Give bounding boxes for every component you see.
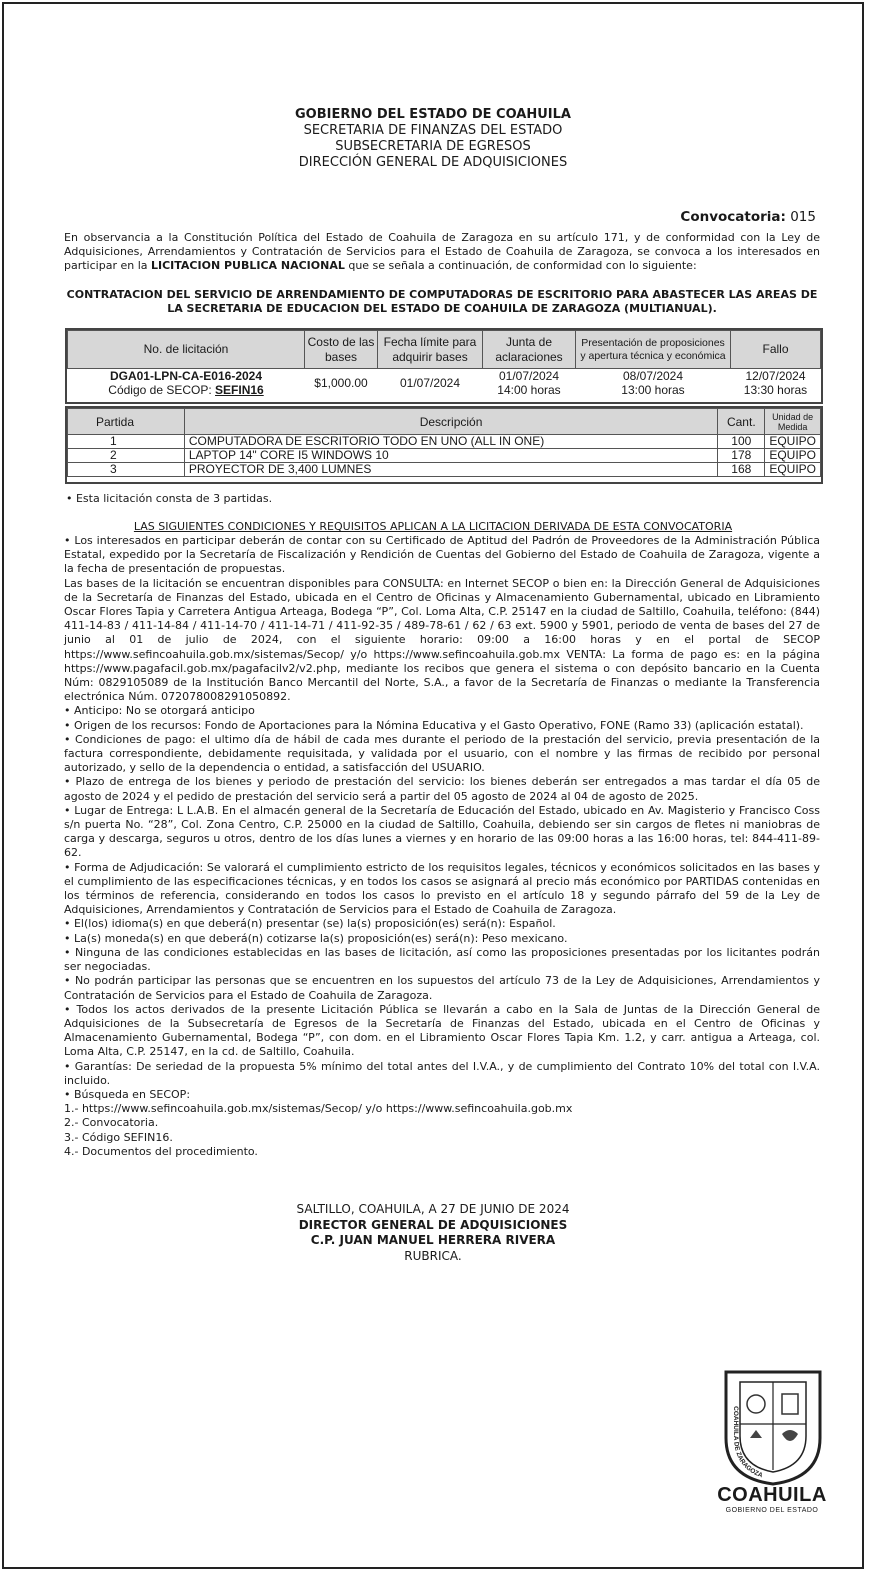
presentacion-date: 08/07/2024 xyxy=(622,369,684,383)
row-partida: 2 xyxy=(68,449,185,463)
signature-block xyxy=(4,1202,862,1264)
paragraph: • Los interesados en participar deberán de contar con su Certificado de Aptitud del Padrón de Proveedores de la Administración Pública Estatal, expedido por la Secretaría de Fiscalización y Rendición de Cuentas del Gobierno del Estado de Coahuila de Zaragoza, vigente a la fecha de presentación de propuestas. xyxy=(64,534,820,576)
secop-code-line xyxy=(68,383,305,397)
paragraph: 3.- Código SEFIN16. xyxy=(64,1130,173,1144)
tender-number: DGA01-LPN-CA-E016-2024 xyxy=(109,369,263,383)
th-cant: Cant. xyxy=(718,409,765,435)
row-cant: 168 xyxy=(718,463,765,477)
row-unidad: EQUIPO xyxy=(765,463,821,477)
row-descripcion: COMPUTADORA DE ESCRITORIO TODO EN UNO (ALL IN ONE) xyxy=(184,435,718,449)
header-subsecretaria: SUBSECRETARIA DE EGRESOS xyxy=(335,139,531,154)
header-government: GOBIERNO DEL ESTADO DE COAHUILA xyxy=(295,107,571,122)
row-cant: 178 xyxy=(718,449,765,463)
convocatoria-number xyxy=(680,209,816,225)
th-fallo: Fallo xyxy=(731,331,821,369)
logo-name: COAHUILA xyxy=(717,1484,827,1506)
row-descripcion: LAPTOP 14" CORE I5 WINDOWS 10 xyxy=(184,449,718,463)
paragraph: 1.- https://www.sefincoahuila.gob.mx/sistemas/Secop/ y/o https://www.sefincoahuila.gob.mx xyxy=(64,1102,573,1116)
convocatoria-label: Convocatoria: xyxy=(680,209,786,225)
paragraph: Las bases de la licitación se encuentran disponibles para CONSULTA: en Internet SECOP o bien en: la Dirección General de Adquisiciones de la Secretaría de Finanzas del Estado, ubicada en el Centro de Oficinas y Almacenamiento Gubernamental, ubicado en Libramiento Oscar Flores Tapia y Carretera Antigua Arteaga, Bodega “P”, Col. Loma Alta, C.P. 25147 en la ciudad de Saltillo, Coahuila, teléfono: (844) 411-14-83 / 411-14-84 / 411-14-70 / 411-14-71 / 411-92-35 / 489-78-61 / 62 / 63 ext. 5900 y 5901, periodo de venta de bases del 27 de junio al 01 de julio de 2024, con el siguiente horario: 09:00 a 16:00 horas y en el portal de SECOP https://www.sefincoahuila.gob.mx/sistemas/Secop/ y/o https://www.sefincoahuila.gob.mx VENTA: La forma de pago es: en la página https://www.pagafacil.gob.mx/pagafacilv2/v2.php, mediante los recibos que genera el sistema o con depósito bancario en la Cuenta Núm: 0829105089 de la Institución Banco Mercantil del Norte, S.A., a favor de la Secretaría de Finanzas o mediante la Transferencia electrónica Núm. 072078008291050892. xyxy=(64,576,820,704)
row-partida: 3 xyxy=(68,463,185,477)
junta-time: 14:00 horas xyxy=(497,383,561,397)
tender-deadline: 01/07/2024 xyxy=(399,376,461,390)
coahuila-coat-of-arms-icon xyxy=(720,1366,826,1486)
paragraph: • La(s) moneda(s) en que deberá(n) cotizarse la(s) proposición(es) será(n): Peso mexicano. xyxy=(64,931,568,945)
logo-subtitle: GOBIERNO DEL ESTADO xyxy=(725,1507,819,1514)
conditions-body xyxy=(64,534,820,1159)
th-presentacion: Presentación de proposiciones y apertura técnica y económica xyxy=(576,331,731,369)
secop-label: Código de SECOP: xyxy=(108,383,216,397)
logo-text xyxy=(706,1484,838,1514)
paragraph: 4.- Documentos del procedimiento. xyxy=(64,1144,258,1158)
row-descripcion: PROYECTOR DE 3,400 LUMNES xyxy=(184,463,718,477)
row-unidad: EQUIPO xyxy=(765,449,821,463)
paragraph: • Ninguna de las condiciones establecidas en las bases de licitación, así como las proposiciones presentadas por los licitantes podrán ser negociadas. xyxy=(64,945,820,974)
th-numero: No. de licitación xyxy=(68,331,305,369)
tender-table xyxy=(67,330,821,397)
th-costo: Costo de las bases xyxy=(305,331,378,369)
fallo-date: 12/07/2024 xyxy=(745,369,806,383)
paragraph: • Lugar de Entrega: L L.A.B. En el almacén general de la Secretaría de Educación del Estado, ubicado en Av. Magisterio y Francisco Coss s/n puerta No. “28”, Col. Zona Centro, C.P. 25000 en la ciudad de Saltillo, Coahuila, debiendo ser sin cargos de fletes ni maniobras de carga y descarga, seguros u otros, dentro de los días lunes a viernes y en horario de las 09:00 horas a las 16:00 horas, tel: 844-411-89-62. xyxy=(64,803,820,860)
signatory-title: DIRECTOR GENERAL DE ADQUISICIONES xyxy=(298,1217,568,1232)
place-date: SALTILLO, COAHUILA, A 27 DE JUNIO DE 2024 xyxy=(296,1202,570,1216)
document-page xyxy=(2,2,864,1569)
row-unidad: EQUIPO xyxy=(765,435,821,449)
paragraph: • Búsqueda en SECOP: xyxy=(64,1087,191,1101)
paragraph: • Garantías: De seriedad de la propuesta 5% mínimo del total antes del I.V.A., y de cumplimiento del Contrato 10% del total con I.V.A. incluido. xyxy=(64,1059,820,1087)
fallo-time: 13:30 horas xyxy=(743,383,808,397)
presentacion-time: 13:00 horas xyxy=(621,383,685,397)
th-fecha: Fecha límite para adquirir bases xyxy=(378,331,483,369)
th-unidad: Unidad de Medida xyxy=(765,409,821,435)
tender-subject: CONTRATACION DEL SERVICIO DE ARRENDAMIENTO DE COMPUTADORAS DE ESCRITORIO PARA ABASTECER LAS AREAS DE LA SECRETARIA DE EDUCACION DEL ESTADO DE COAHUILA DE ZARAGOZA (MULTIANUAL). xyxy=(66,288,818,315)
row-cant: 100 xyxy=(718,435,765,449)
intro-paragraph xyxy=(64,231,820,274)
secop-code: SEFIN16 xyxy=(215,383,264,397)
junta-date: 01/07/2024 xyxy=(498,369,560,383)
tender-cost: $1,000.00 xyxy=(314,376,368,390)
table-row xyxy=(68,463,821,477)
paragraph: 2.- Convocatoria. xyxy=(64,1116,159,1130)
header-secretaria: SECRETARIA DE FINANZAS DEL ESTADO xyxy=(303,123,563,138)
tender-row xyxy=(68,369,821,398)
logo-arc-text: COAHUILA DE ZARAGOZA xyxy=(731,1406,764,1480)
paragraph: • No podrán participar las personas que se encuentren en los supuestos del artículo 73 de la Ley de Adquisiciones, Arrendamientos y Contratación de Servicios para el Estado de Coahuila de Zaragoza. xyxy=(64,974,820,1002)
paragraph: • Origen de los recursos: Fondo de Aportaciones para la Nómina Educativa y el Gasto Operativo, FONE (Ramo 33) (aplicación estatal). xyxy=(64,718,804,732)
table-row xyxy=(68,449,821,463)
paragraph: • Condiciones de pago: el ultimo día de hábil de cada mes durante el periodo de la prestación del servicio, previa presentación de la factura correspondiente, debidamente requisitada, y validada por el usuario, con el nombre y las firmas de recibido por personal autorizado, y sello de la dependencia o entidad, a satisfacción del USUARIO. xyxy=(64,732,820,775)
intro-text-1: En observancia a la Constitución Política del Estado de Coahuila de Zaragoza en su artículo 171, y de conformidad con la Ley de Adquisiciones, Arrendamientos y Contratación de Servicios para el Estado de Coahuila de Zaragoza, se convoca a los interesados en participar en la xyxy=(64,231,820,273)
partidas-note: • Esta licitación consta de 3 partidas. xyxy=(66,492,273,505)
header-direccion: DIRECCIÓN GENERAL DE ADQUISICIONES xyxy=(298,155,568,170)
th-descripcion: Descripción xyxy=(184,409,718,435)
signatory-name: C.P. JUAN MANUEL HERRERA RIVERA xyxy=(310,1233,556,1247)
document-header xyxy=(4,107,862,171)
paragraph: • El(los) idioma(s) en que deberá(n) presentar (se) la(s) proposición(es) será(n): Español. xyxy=(64,917,556,931)
row-partida: 1 xyxy=(68,435,185,449)
paragraph: • Todos los actos derivados de la presente Licitación Pública se llevarán a cabo en la Sala de Juntas de la Dirección General de Adquisiciones de la Subsecretaría de Egresos de la Secretaría de Finanzas del Estado, ubicada en el Centro de Oficinas y Almacenamiento Gubernamental, Bodega “P”, con dom. en el Libramiento Oscar Flores Tapia Km. 1.2, y carr. antigua a Arteaga, col. Loma Alta, C.P. 25147, en la cd. de Saltillo, Coahuila. xyxy=(64,1002,820,1059)
convocatoria-value: 015 xyxy=(790,209,816,225)
intro-text-2: que se señala a continuación, de conformidad con lo siguiente: xyxy=(344,259,697,273)
intro-bold: LICITACION PUBLICA NACIONAL xyxy=(151,259,345,273)
items-table xyxy=(67,408,821,477)
conditions-title: LAS SIGUIENTES CONDICIONES Y REQUISITOS APLICAN A LA LICITACION DERIVADA DE ESTA CONVOCATORIA xyxy=(133,520,733,533)
paragraph: • Forma de Adjudicación: Se valorará el cumplimiento estricto de los requisitos legales, técnicos y económicos solicitados en las bases y el cumplimiento de las especificaciones técnicas, y en todos los casos se asignará al precio más económico por PARTIDAS contenidas en los términos de referencia, considerando en todos los casos lo previsto en el artículo 18 y segundo párrafo del 59 de la Ley de Adquisiciones, Arrendamientos y Contratación de Servicios para el Estado de Coahuila de Zaragoza. xyxy=(64,860,820,917)
table-row xyxy=(68,435,821,449)
rubrica: RUBRICA. xyxy=(404,1248,462,1263)
th-junta: Junta de aclaraciones xyxy=(483,331,576,369)
th-partida: Partida xyxy=(68,409,185,435)
paragraph: • Plazo de entrega de los bienes y periodo de prestación del servicio: los bienes deberán ser entregados a mas tardar el día 05 de agosto de 2024 y el pedido de prestación del servicio será a partir del 05 agosto de 2024 al 04 de agosto de 2025. xyxy=(64,775,820,803)
paragraph: • Anticipo: No se otorgará anticipo xyxy=(64,704,255,718)
